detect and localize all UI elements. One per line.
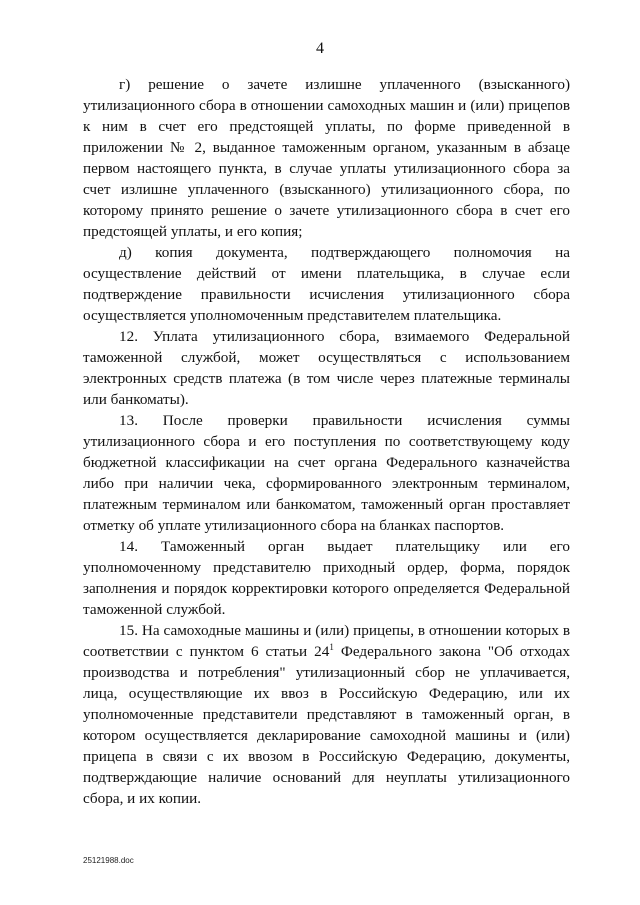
paragraph-15-text-before: 15. На самоходные машины и (или) прицепы, в отношении которых в соответствии с пунктом 6 статьи 24 [83, 622, 570, 660]
paragraph-12: 12. Уплата утилизационного сбора, взимаемого Федеральной таможенной службой, может осуществляться с использованием электронных средств платежа (в том числе через платежные терминалы или банкоматы). [83, 328, 570, 408]
document-file-code: 25121988.doc [83, 856, 134, 865]
paragraph-14: 14. Таможенный орган выдает плательщику или его уполномоченному представителю приходный ордер, форма, порядок заполнения и порядок корректировки которого определяется Федеральной таможенной службой. [83, 538, 570, 618]
article-superscript: 1 [329, 641, 334, 652]
paragraph-13: 13. После проверки правильности исчисления суммы утилизационного сбора и его поступления по соответствующему коду бюджетной классификации на счет органа Федерального казначейства либо при наличии чека, сформированного электронным терминалом, платежным терминалом или банкоматом, таможенный орган проставляет отметку об уплате утилизационного сбора на бланках паспортов. [83, 412, 570, 534]
paragraph-11g: г) решение о зачете излишне уплаченного (взысканного) утилизационного сбора в отношении самоходных машин и (или) прицепов к ним в счет его предстоящей уплаты, по форме приведенной в приложении № 2, выданное таможенным органом, указанным в абзаце первом настоящего пункта, в случае уплаты утилизационного сбора за счет излишне уплаченного (взысканного) утилизационного сбора, по которому принято решение о зачете утилизационного сбора в счет его предстоящей уплаты, и его копия; [83, 76, 570, 240]
paragraph-11d: д) копия документа, подтверждающего полномочия на осуществление действий от имени плательщика, в случае если подтверждение правильности исчисления утилизационного сбора осуществляется уполномоченным представителем плательщика. [83, 244, 570, 324]
paragraph-15 [83, 620, 570, 809]
paragraph-15-text-after: Федерального закона "Об отходах производства и потребления" утилизационный сбор не уплачивается, лица, осуществляющие их ввоз в Российскую Федерацию, или их уполномоченные представители представляют в таможенный орган, в котором осуществляется декларирование самоходной машины и (или) прицепа в связи с их ввозом в Российскую Федерацию, документы, подтверждающие наличие оснований для неуплаты утилизационного сбора, и их копии. [83, 643, 570, 807]
document-body [83, 74, 570, 809]
page-number: 4 [316, 40, 324, 57]
